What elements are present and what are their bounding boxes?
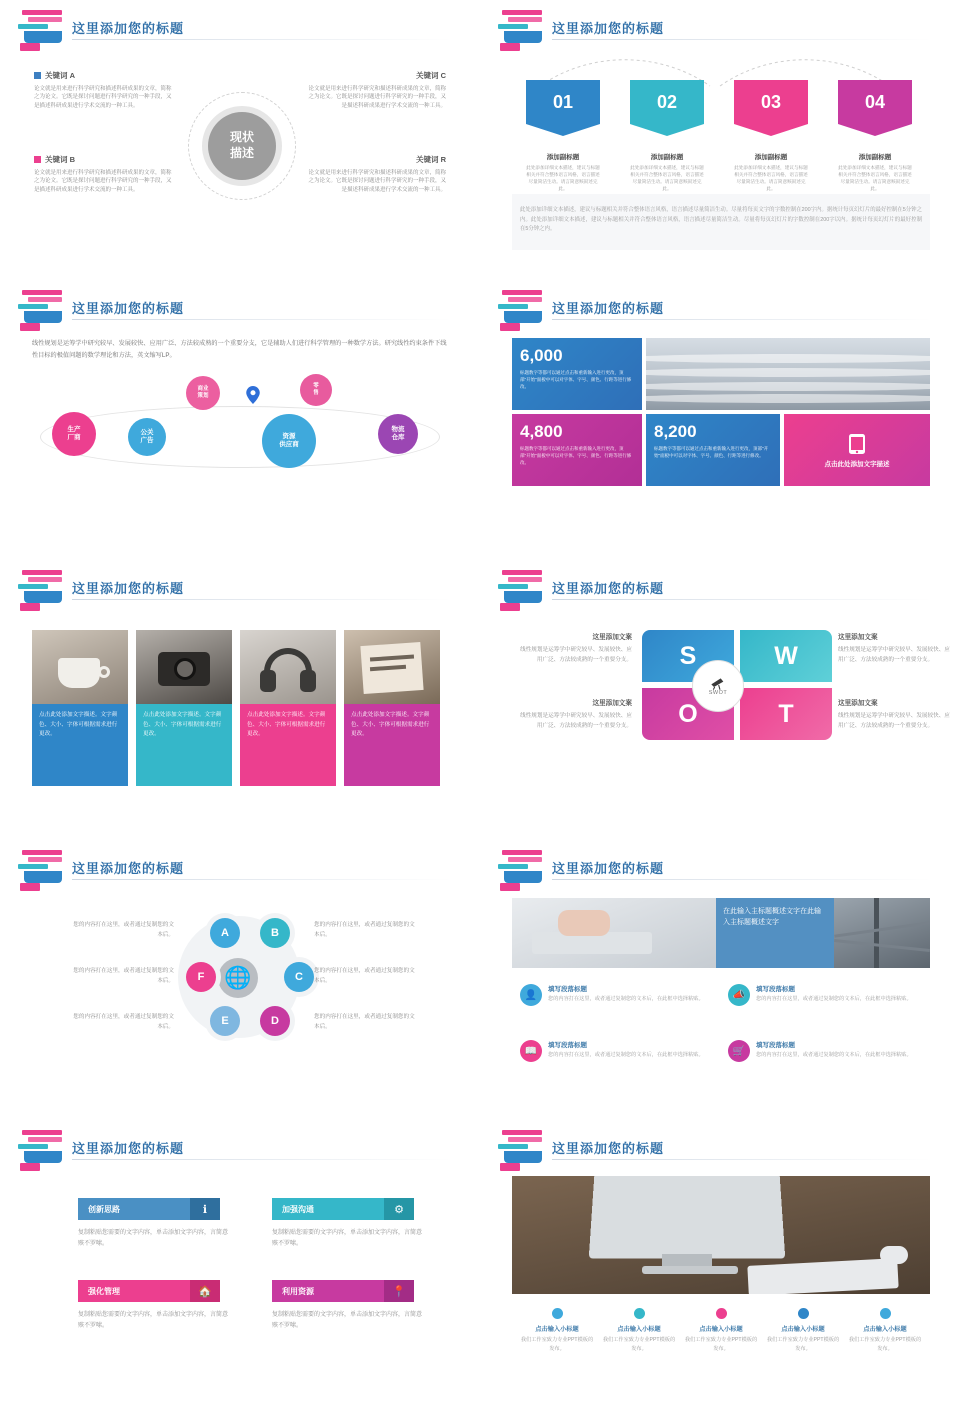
- slide-2: [490, 8, 950, 266]
- stat-value: 8,200: [654, 422, 697, 441]
- ribbon-decoration-icon: [498, 850, 550, 892]
- slide-3: [10, 288, 470, 546]
- swot-strength[interactable]: S: [642, 630, 734, 682]
- swot-text-4: 这里添加文案 线性规划是运筹学中研究较早、发展较快、应用广泛、方法较成熟的一个重要分支。: [838, 700, 950, 729]
- ribbon-item-2[interactable]: [630, 80, 704, 193]
- ribbon-number: 02: [630, 80, 704, 124]
- node-retail[interactable]: 零 售: [300, 374, 332, 406]
- center-label-line1: 现状: [229, 130, 254, 145]
- ribbon-subtitle: 添加副标题: [754, 154, 788, 161]
- title-divider: [72, 879, 452, 880]
- page-title: 这里添加您的标题: [552, 301, 665, 316]
- swot-center: [692, 660, 744, 712]
- node-business-plan[interactable]: 商业 策划: [186, 376, 220, 410]
- slide-7: [10, 848, 470, 1106]
- photo-caption: 点击此处添加文字描述。文字颜色、大小、字体可根据需求进行更改。: [32, 704, 128, 786]
- tag-innovation-text: 复制粘贴您需要的文字内容，单击添加文字内容，言简意赅不罗嗦。: [78, 1230, 229, 1248]
- feature-title: 填写段落标题: [548, 986, 587, 993]
- ribbon-decoration-icon: [18, 10, 70, 52]
- footer-text: 此处添加详细文本描述，建议与标题相关并符合整体语言风格，语言描述尽量简洁生动。尽量将每页文字的字数控制在200字内。据统计每页幻灯片的最好控制在5分钟之内。此处添加详细文本描述，建议与标题相关并符合整体语言风格，语言描述尽量简洁生动。尽量将每页幻灯片的字数控制在200字以内。据统计每页幻灯片的最好控制在5分钟之内。: [520, 207, 922, 233]
- slide-6: [490, 568, 950, 826]
- ribbon-subtitle: 添加副标题: [858, 154, 892, 161]
- bottom-title: 点击输入小标题: [781, 1326, 825, 1333]
- info-icon: ℹ: [190, 1198, 220, 1220]
- slide-header: [10, 288, 470, 334]
- cta-label: 点击此处添加文字描述: [824, 460, 890, 468]
- keyword-label-b: 关键词 B: [34, 154, 174, 166]
- bottom-title: 点击输入小标题: [535, 1326, 579, 1333]
- hex-node-d[interactable]: D: [260, 1006, 290, 1036]
- feature-body: 您的内容打在这里，或者通过复制您的文本后，在此框中选择粘贴。: [756, 996, 912, 1002]
- user-icon: 👤: [520, 984, 542, 1006]
- feature-title: 填写段落标题: [756, 1042, 795, 1049]
- ribbon-text: 此处添加详细文本描述，建议与标题相关并符合整体语言风格，语言描述尽量简洁生动。请言简意赅叙述完此。: [526, 165, 600, 191]
- center-badge: [208, 112, 276, 180]
- title-divider: [552, 1159, 932, 1160]
- gear-icon: ⚙: [384, 1198, 414, 1220]
- tag-management-text: 复制粘贴您需要的文字内容，单击添加文字内容，言简意赅不罗嗦。: [78, 1312, 229, 1330]
- bottom-body: 我们工作室致力专业PPT模板的发布。: [520, 1337, 594, 1352]
- globe-icon: 🌐: [218, 958, 258, 998]
- slide-header: [490, 848, 950, 894]
- keyword-text-r: 论文就是用来进行科学研究和描述科研成果的文章，简称之为论文。它既是探讨问题进行科学研究的一种手段，又是描述科研成果进行学术交流的一种工具。: [308, 169, 446, 193]
- bottom-body: 我们工作室致力专业PPT模板的发布。: [684, 1337, 758, 1352]
- tag-communication[interactable]: 加强沟通: [272, 1198, 384, 1220]
- page-title: 这里添加您的标题: [552, 861, 665, 876]
- swot-weakness[interactable]: W: [740, 630, 832, 682]
- bottom-item-5[interactable]: [848, 1308, 922, 1354]
- hex-node-a[interactable]: A: [210, 918, 240, 948]
- ribbon-number: 01: [526, 80, 600, 124]
- slide-9: [10, 1128, 470, 1386]
- hex-node-e[interactable]: E: [210, 1006, 240, 1036]
- banner-caption: 在此输入主标题概述文字在此输入主标题概述文字: [716, 898, 834, 968]
- tag-innovation[interactable]: 创新思路: [78, 1198, 190, 1220]
- hands-keyboard-photo: [512, 898, 716, 968]
- ribbon-decoration-icon: [498, 1130, 550, 1172]
- ribbon-text: 此处添加详细文本描述，建议与标题相关并符合整体语言风格，语言描述尽量简洁生动。请言简意赅叙述完此。: [838, 165, 912, 191]
- feature-body: 您的内容打在这里，或者通过复制您的文本后，在此框中选择粘贴。: [548, 996, 704, 1002]
- bottom-body: 我们工作室致力专业PPT模板的发布。: [766, 1337, 840, 1352]
- home-icon: 🏠: [190, 1280, 220, 1302]
- page-title: 这里添加您的标题: [552, 21, 665, 36]
- ribbon-text: 此处添加详细文本描述，建议与标题相关并符合整体语言风格，语言描述尽量简洁生动。请言简意赅叙述完此。: [734, 165, 808, 191]
- cart-icon: 🛒: [728, 1040, 750, 1062]
- ribbon-decoration-icon: [18, 1130, 70, 1172]
- ribbon-decoration-icon: [18, 570, 70, 612]
- tag-management[interactable]: 强化管理: [78, 1280, 190, 1302]
- photo-card-2[interactable]: [136, 630, 232, 786]
- page-title: 这里添加您的标题: [552, 1141, 665, 1156]
- title-divider: [552, 879, 932, 880]
- swot-text-1: 这里添加文案 线性规划是运筹学中研究较早、发展较快、应用广泛、方法较成熟的一个重要分支。: [520, 634, 632, 663]
- photo-card-3[interactable]: [240, 630, 336, 786]
- stat-card-2[interactable]: [512, 414, 642, 486]
- bottom-title: 点击输入小标题: [617, 1326, 661, 1333]
- bullet-dot-icon: [552, 1308, 563, 1319]
- bottom-title: 点击输入小标题: [863, 1326, 907, 1333]
- slide-8: [490, 848, 950, 1106]
- title-divider: [552, 319, 932, 320]
- photo-caption: 点击此处添加文字描述。文字颜色、大小、字体可根据需求进行更改。: [240, 704, 336, 786]
- intro-paragraph: 线性规划是运筹学中研究较早、发展较快、应用广泛、方法较成熟的一个重要分支，它是辅助人们进行科学管理的一种数学方法。研究线性约束条件下线性目标的极值问题的数学理论和方法，英文缩写LP。: [32, 340, 447, 359]
- add-text-cta[interactable]: [784, 414, 930, 486]
- bottom-item-2[interactable]: [602, 1308, 676, 1354]
- feature-item-1[interactable]: [520, 984, 710, 1006]
- slide-header: [490, 568, 950, 614]
- page-title: 这里添加您的标题: [72, 861, 185, 876]
- banner-strip: [512, 898, 930, 968]
- title-divider: [72, 599, 452, 600]
- megaphone-icon: 📣: [728, 984, 750, 1006]
- hex-text-5: 您的内容打在这里，或者通过复制您的文本后。: [314, 968, 415, 985]
- keyword-text-a: 论文就是用来进行科学研究和描述科研成果的文章，简称之为论文。它既是探讨问题进行科学研究的一种手段，又是描述科研成果进行学术交流的一种工具。: [34, 85, 172, 109]
- feature-title: 填写段落标题: [756, 986, 795, 993]
- keyword-block-a: [34, 70, 174, 110]
- node-pr-ads[interactable]: 公关 广告: [128, 418, 166, 456]
- ribbon-decoration-icon: [498, 290, 550, 332]
- hex-text-2: 您的内容打在这里，或者通过复制您的文本后。: [73, 968, 174, 985]
- map-pin-icon: [244, 386, 262, 404]
- stat-value: 6,000: [520, 346, 563, 365]
- stat-card-3[interactable]: [646, 414, 780, 486]
- slide-header: [490, 8, 950, 54]
- keyword-label-a: 关键词 A: [34, 70, 174, 82]
- swot-text-2: 这里添加文案 线性规划是运筹学中研究较早、发展较快、应用广泛、方法较成熟的一个重要分支。: [838, 634, 950, 663]
- ribbon-decoration-icon: [18, 850, 70, 892]
- tag-resources[interactable]: 利用资源: [272, 1280, 384, 1302]
- title-divider: [72, 319, 452, 320]
- node-logistics[interactable]: 物流 仓库: [378, 414, 418, 454]
- ribbon-decoration-icon: [498, 570, 550, 612]
- keyword-block-r: [306, 154, 446, 194]
- keyword-block-c: [306, 70, 446, 110]
- center-label-line2: 描述: [229, 146, 254, 160]
- swot-center-label: SWOT: [708, 690, 728, 696]
- tag-resources-text: 复制粘贴您需要的文字内容，单击添加文字内容，言简意赅不罗嗦。: [272, 1312, 423, 1330]
- feature-item-4[interactable]: [728, 1040, 918, 1062]
- ribbon-tail-icon: [734, 124, 808, 136]
- ribbon-item-1[interactable]: [526, 80, 600, 193]
- keyword-block-b: [34, 154, 174, 194]
- ribbon-decoration-icon: [498, 10, 550, 52]
- bullet-dot-icon: [634, 1308, 645, 1319]
- ribbon-text: 此处添加详细文本描述，建议与标题相关并符合整体语言风格，语言描述尽量简洁生动。请言简意赅叙述完此。: [630, 165, 704, 191]
- slide-header: [10, 568, 470, 614]
- bullet-dot-icon: [798, 1308, 809, 1319]
- bullet-dot-icon: [716, 1308, 727, 1319]
- ribbon-subtitle: 添加副标题: [546, 154, 580, 161]
- bullet-square-icon: [34, 72, 41, 79]
- hex-node-b[interactable]: B: [260, 918, 290, 948]
- hex-text-6: 您的内容打在这里，或者通过复制您的文本后。: [314, 1014, 415, 1031]
- slide-10: [490, 1128, 950, 1386]
- page-title: 这里添加您的标题: [552, 581, 665, 596]
- hex-node-f[interactable]: F: [186, 962, 216, 992]
- bottom-item-4[interactable]: [766, 1308, 840, 1354]
- keyword-label-c: 关键词 C: [416, 71, 446, 80]
- notebook-photo: [344, 630, 440, 704]
- node-producer[interactable]: 生产 厂商: [52, 412, 96, 456]
- feature-item-2[interactable]: [728, 984, 918, 1006]
- telescope-icon: [710, 676, 726, 690]
- title-divider: [552, 599, 932, 600]
- title-divider: [552, 39, 932, 40]
- photo-card-1[interactable]: [32, 630, 128, 786]
- tag-communication-text: 复制粘贴您需要的文字内容，单击添加文字内容，言简意赅不罗嗦。: [272, 1230, 423, 1248]
- photo-caption: 点击此处添加文字描述。文字颜色、大小、字体可根据需求进行更改。: [344, 704, 440, 786]
- title-divider: [72, 39, 452, 40]
- ribbon-item-3[interactable]: [734, 80, 808, 193]
- ribbon-tail-icon: [630, 124, 704, 136]
- stat-caption: 标题数字等都可以通过点击和重新输入进行更改，顶部"开始"面板中可以对字体、字号、颜色、行距等进行修改。: [520, 446, 632, 465]
- slide-header: [490, 1128, 950, 1174]
- hex-node-c[interactable]: C: [284, 962, 314, 992]
- slide-4: [490, 288, 950, 546]
- ribbon-decoration-icon: [18, 290, 70, 332]
- ribbon-number: 03: [734, 80, 808, 124]
- slide-header: [10, 848, 470, 894]
- photo-caption: 点击此处添加文字描述。文字颜色、大小、字体可根据需求进行更改。: [136, 704, 232, 786]
- slide-header: [10, 8, 470, 54]
- page-title: 这里添加您的标题: [72, 1141, 185, 1156]
- book-icon: 📖: [520, 1040, 542, 1062]
- ribbon-number: 04: [838, 80, 912, 124]
- page-title: 这里添加您的标题: [72, 21, 185, 36]
- swot-threat[interactable]: T: [740, 688, 832, 740]
- page-title: 这里添加您的标题: [72, 301, 185, 316]
- ribbon-tail-icon: [838, 124, 912, 136]
- camera-photo: [136, 630, 232, 704]
- swot-text-3: 这里添加文案 线性规划是运筹学中研究较早、发展较快、应用广泛、方法较成熟的一个重要分支。: [520, 700, 632, 729]
- swot-opportunity[interactable]: O: [642, 688, 734, 740]
- slide-header: [10, 1128, 470, 1174]
- phone-icon: [847, 433, 867, 455]
- ribbon-subtitle: 添加副标题: [650, 154, 684, 161]
- bottom-body: 我们工作室致力专业PPT模板的发布。: [848, 1337, 922, 1352]
- title-divider: [72, 1159, 452, 1160]
- stat-value: 4,800: [520, 422, 563, 441]
- bridge-photo: [834, 898, 930, 968]
- coffee-cup-photo: [32, 630, 128, 704]
- ribbon-tail-icon: [526, 124, 600, 136]
- photo-card-4[interactable]: [344, 630, 440, 786]
- headphone-photo: [240, 630, 336, 704]
- keyword-text-b: 论文就是用来进行科学研究和描述科研成果的文章，简称之为论文。它既是探讨问题进行科学研究的一种手段，又是描述科研成果进行学术交流的一种工具。: [34, 169, 172, 193]
- page-title: 这里添加您的标题: [72, 581, 185, 596]
- pin-icon: 📍: [384, 1280, 414, 1302]
- stat-card-1[interactable]: [512, 338, 642, 410]
- keyword-text-c: 论文就是用来进行科学研究和描述科研成果的文章，简称之为论文。它既是探讨问题进行科学研究的一种手段，又是描述科研成果进行学术交流的一种工具。: [308, 85, 446, 109]
- keyword-label-r: 关键词 R: [416, 155, 446, 164]
- hex-text-3: 您的内容打在这里，或者通过复制您的文本后。: [73, 1014, 174, 1031]
- stat-caption: 标题数字等都可以通过点击和重新输入进行更改，顶部"开始"面板中可以对字体、字号、颜色、行距等进行修改。: [520, 370, 632, 389]
- bottom-item-1[interactable]: [520, 1308, 594, 1354]
- feature-body: 您的内容打在这里，或者通过复制您的文本后，在此框中选择粘贴。: [548, 1052, 704, 1058]
- slide-header: [490, 288, 950, 334]
- bottom-body: 我们工作室致力专业PPT模板的发布。: [602, 1337, 676, 1352]
- slide-5: [10, 568, 470, 826]
- desk-imac-keyboard-photo: [512, 1176, 930, 1294]
- ribbon-item-4[interactable]: [838, 80, 912, 193]
- feature-item-3[interactable]: [520, 1040, 710, 1062]
- hex-text-4: 您的内容打在这里，或者通过复制您的文本后。: [314, 922, 415, 939]
- stat-caption: 标题数字等都可以通过点击和重新输入进行更改，顶部"开始"面板中可以对字体、字号、颜色、行距等进行修改。: [654, 446, 769, 458]
- node-supplier[interactable]: 资源 供应商: [262, 414, 316, 468]
- architecture-photo: [646, 338, 930, 410]
- bullet-square-icon: [34, 156, 41, 163]
- hex-text-1: 您的内容打在这里，或者通过复制您的文本后。: [73, 922, 174, 939]
- feature-title: 填写段落标题: [548, 1042, 587, 1049]
- feature-body: 您的内容打在这里，或者通过复制您的文本后，在此框中选择粘贴。: [756, 1052, 912, 1058]
- bottom-item-3[interactable]: [684, 1308, 758, 1354]
- slide-1: [10, 8, 470, 266]
- bottom-title: 点击输入小标题: [699, 1326, 743, 1333]
- bullet-dot-icon: [880, 1308, 891, 1319]
